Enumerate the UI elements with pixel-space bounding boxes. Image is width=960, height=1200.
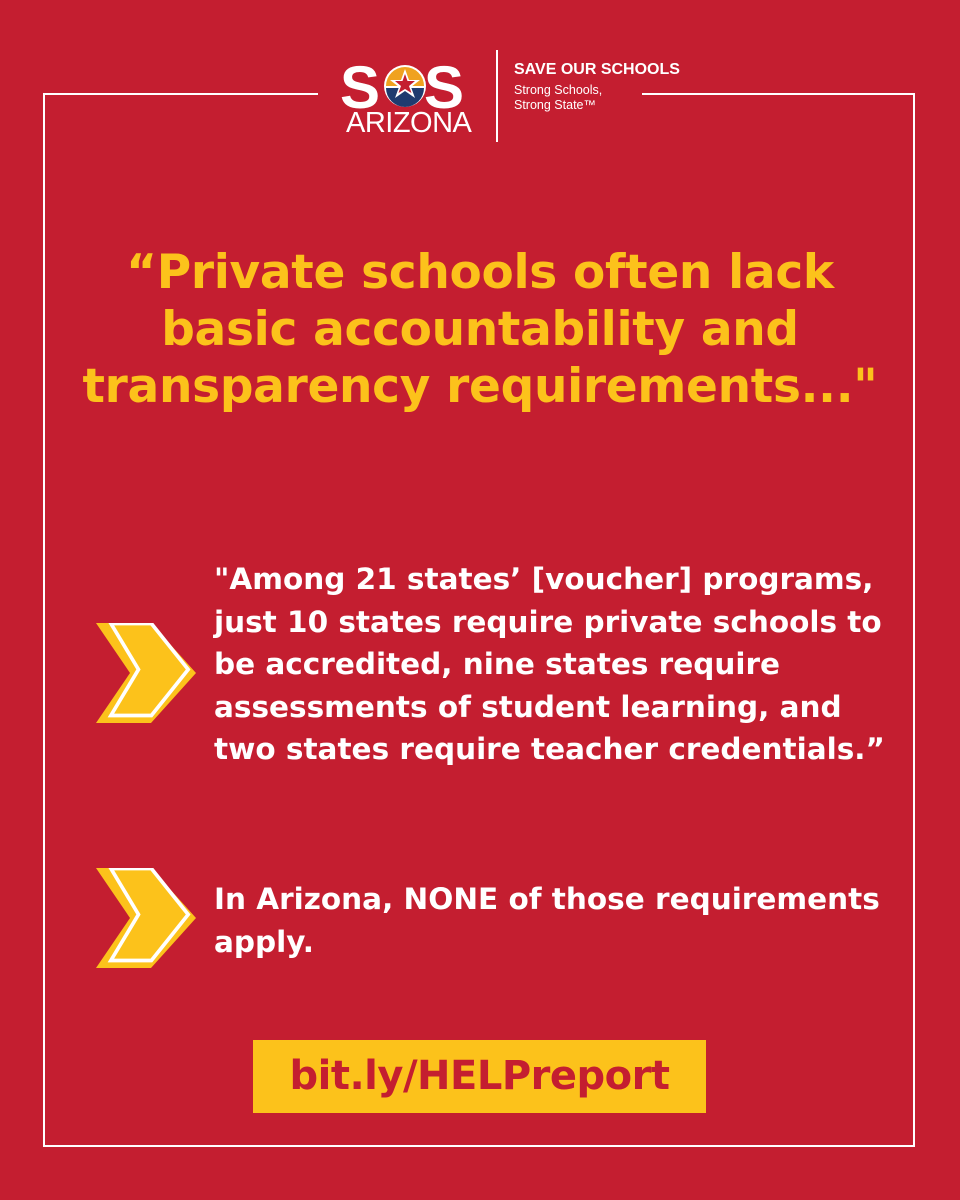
logo-state-name: ARIZONA — [346, 107, 472, 139]
bullet-text: "Among 21 states’ [voucher] programs, just 10 states require private schools to be accredited, nine states require assessments of student learning, and two states require teacher credentials.” — [214, 562, 885, 766]
svg-text:S: S — [340, 54, 381, 121]
chevron-right-icon — [96, 868, 196, 968]
sos-arizona-logo — [318, 48, 680, 144]
org-tagline: Strong Schools, Strong State™ — [514, 83, 603, 112]
svg-text:S: S — [424, 54, 465, 121]
bullet-text: In Arizona, NONE of those requirements apply. — [214, 882, 880, 959]
headline-quote: “Private schools often lack basic accountability and transparency requirements..." — [82, 245, 878, 414]
report-link[interactable]: bit.ly/HELPreport — [253, 1040, 706, 1113]
logo-text-block — [514, 60, 680, 113]
org-name: SAVE OUR SCHOOLS — [514, 61, 680, 78]
chevron-right-icon — [96, 623, 196, 723]
logo-divider — [496, 50, 498, 142]
